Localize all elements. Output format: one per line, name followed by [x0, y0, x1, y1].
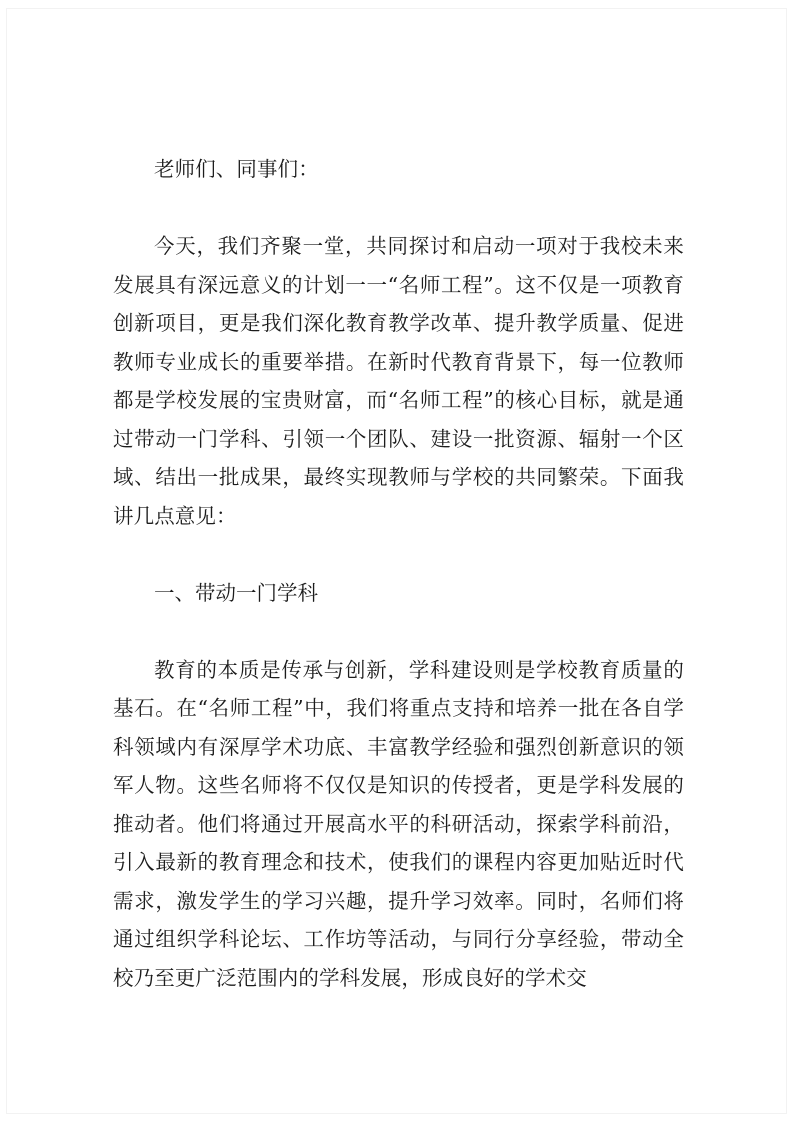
paragraph-spacer	[113, 535, 684, 574]
intro-paragraph: 今天，我们齐聚一堂，共同探讨和启动一项对于我校未来发展具有深远意义的计划一一“名师工程”。这不仅是一项教育创新项目，更是我们深化教育教学改革、提升教学质量、促进教师专业成长的重要举措。在新时代教育背景下，每一位教师都是学校发展的宝贵财富，而“名师工程”的核心目标，就是通过带动一门学科、引领一个团队、建设一批资源、辐射一个区域、结出一批成果，最终实现教师与学校的共同繁荣。下面我讲几点意见：	[113, 234, 684, 528]
paragraph-spacer	[113, 612, 684, 651]
section-heading-one: 一、带动一门学科	[154, 580, 318, 605]
document-text-body	[113, 150, 684, 997]
paragraph-spacer	[113, 189, 684, 228]
section-one-paragraph: 教育的本质是传承与创新，学科建设则是学校教育质量的基石。在“名师工程”中，我们将重点支持和培养一批在各自学科领域内有深厚学术功底、丰富教学经验和强烈创新意识的领军人物。这些名师将不仅仅是知识的传授者，更是学科发展的推动者。他们将通过开展高水平的科研活动，探索学科前沿，引入最新的教育理念和技术，使我们的课程内容更加贴近时代需求，激发学生的学习兴趣，提升学习效率。同时，名师们将通过组织学科论坛、工作坊等活动，与同行分享经验，带动全校乃至更广泛范围内的学科发展，形成良好的学术交	[113, 657, 684, 990]
salutation-line: 老师们、同事们：	[154, 157, 319, 181]
